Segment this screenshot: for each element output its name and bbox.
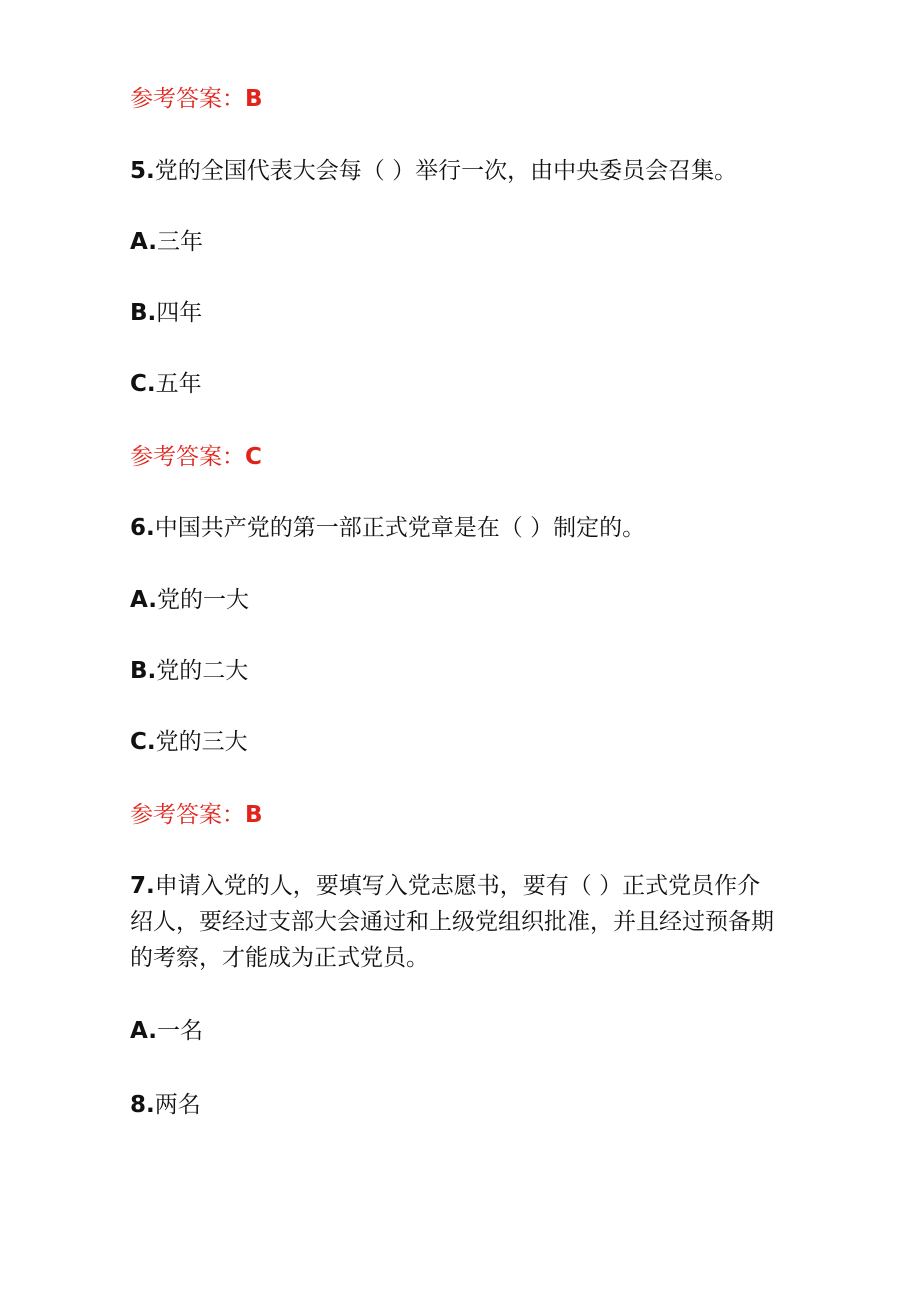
- answer-line: [130, 442, 262, 472]
- question-dot: .: [146, 1092, 155, 1118]
- option-c: [130, 369, 202, 399]
- question-6: [130, 513, 645, 543]
- question-5: [130, 156, 737, 186]
- question-7: [130, 868, 790, 976]
- option-text: 党的二大: [156, 658, 249, 684]
- option-text: 三年: [156, 229, 203, 255]
- answer-letter: C: [245, 444, 262, 470]
- answer-prefix: 参考答案：: [130, 444, 245, 470]
- answer-line: [130, 84, 263, 114]
- option-c: [130, 727, 248, 757]
- option-label: A.: [130, 229, 157, 255]
- option-text: 党的一大: [156, 587, 249, 613]
- question-number: 5: [130, 158, 147, 184]
- option-text: 五年: [155, 371, 202, 397]
- option-a: [130, 227, 203, 257]
- question-dot: .: [146, 158, 155, 184]
- question-dot: .: [146, 515, 155, 541]
- option-text: 四年: [156, 300, 203, 326]
- option-label: A.: [130, 587, 157, 613]
- question-line-2: 绍人，要经过支部大会通过和上级党组织批准，并且经过预备期: [130, 909, 774, 935]
- option-label: C.: [130, 729, 156, 755]
- answer-prefix: 参考答案：: [130, 86, 245, 112]
- question-8: [130, 1090, 201, 1120]
- answer-line: [130, 800, 263, 830]
- answer-letter: B: [245, 802, 263, 828]
- option-text: 党的三大: [155, 729, 248, 755]
- question-number: 7: [130, 873, 147, 899]
- option-label: A.: [130, 1018, 157, 1044]
- option-b: [130, 656, 248, 686]
- option-text: 一名: [156, 1018, 203, 1044]
- option-label: C.: [130, 371, 156, 397]
- question-text: 党的全国代表大会每（ ）举行一次，由中央委员会召集。: [154, 158, 738, 184]
- question-line-1: [130, 868, 790, 904]
- question-text: 两名: [154, 1092, 201, 1118]
- option-label: B.: [130, 658, 157, 684]
- question-line-3: 的考察，才能成为正式党员。: [130, 945, 429, 971]
- answer-letter: B: [245, 86, 263, 112]
- answer-prefix: 参考答案：: [130, 802, 245, 828]
- option-b: [130, 298, 202, 328]
- option-label: B.: [130, 300, 157, 326]
- question-text: 申请入党的人，要填写入党志愿书，要有（ ）正式党员作介: [154, 873, 761, 899]
- question-number: 6: [130, 515, 147, 541]
- option-a: [130, 1016, 203, 1046]
- option-a: [130, 585, 249, 615]
- question-number: 8: [130, 1092, 147, 1118]
- question-text: 中国共产党的第一部正式党章是在（ ）制定的。: [154, 515, 646, 541]
- question-dot: .: [146, 873, 155, 899]
